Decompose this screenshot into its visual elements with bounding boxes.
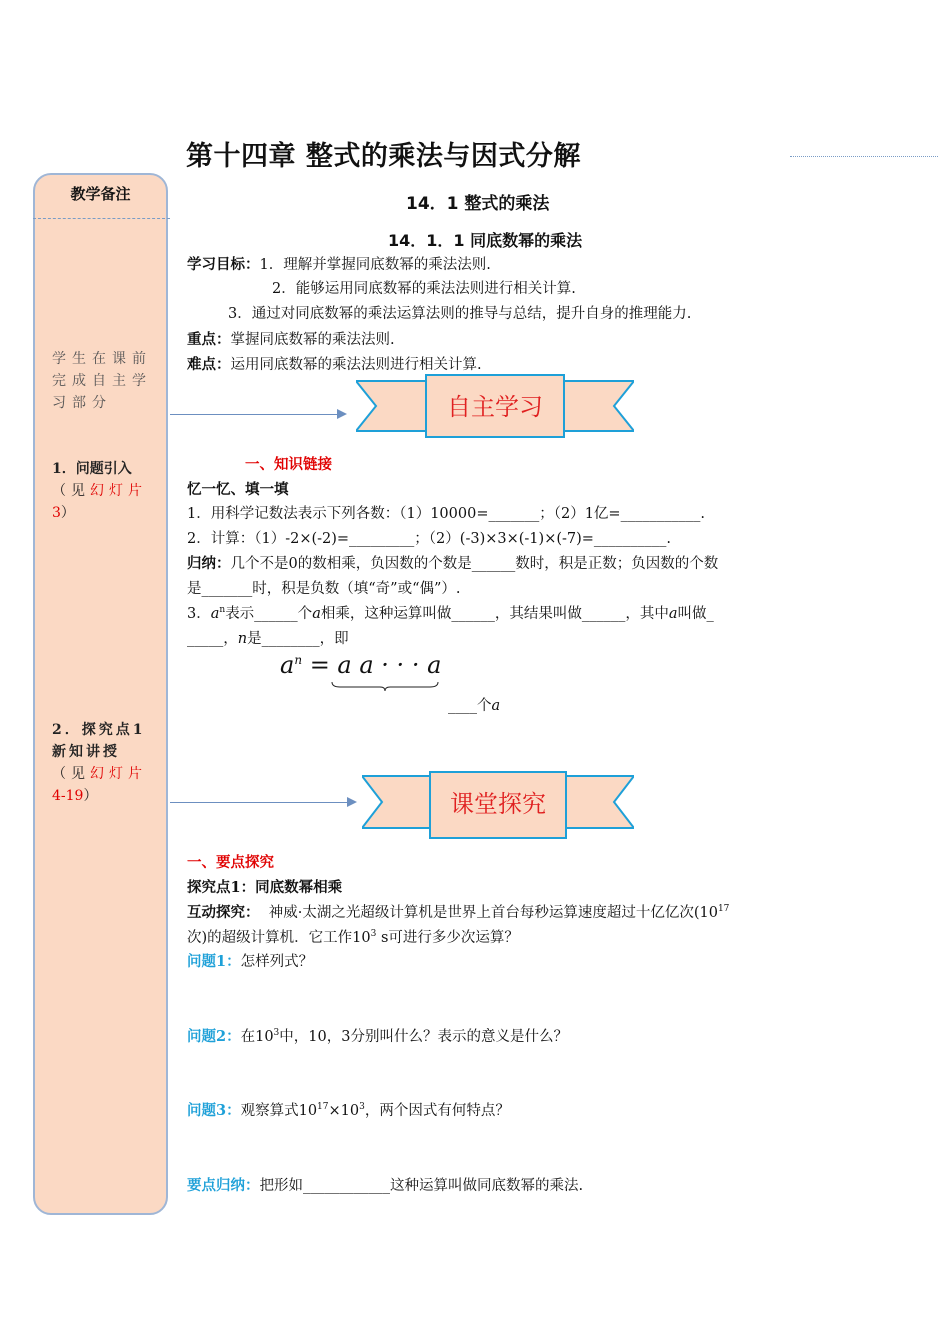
question-1: 1．用科学记数法表示下列各数：（1）10000=_______；（2）1亿=___________. <box>187 506 705 522</box>
banner-classroom-explore-label: 课堂探究 <box>450 790 546 818</box>
subsection-title: 14．1．1 同底数幂的乘法 <box>388 231 583 250</box>
formula-base: a <box>280 651 295 679</box>
question-c: 问题3：观察算式$10^{17}\times 10^3$，两个因式有何特点？ <box>187 1102 510 1119</box>
arrow-line-1 <box>170 414 338 415</box>
sidebar-note-self-study: 学生在课前完成自主学习部分 <box>52 351 152 411</box>
recall-title: 忆一忆、填一填 <box>187 481 289 498</box>
sidebar-header: 教学备注 <box>70 185 131 203</box>
key-point: 重点：掌握同底数幂的乘法法则. <box>187 331 395 348</box>
header-divider <box>790 156 938 157</box>
key-explore-heading: 一、要点探究 <box>187 854 274 871</box>
arrow-head-2 <box>347 797 357 807</box>
sidebar-divider <box>33 218 170 219</box>
banner-classroom-explore <box>362 770 634 840</box>
interactive-line-1: 互动探究： 神威·太湖之光超级计算机是世界上首台每秒运算速度超过十亿亿次($10^{17}$ <box>187 904 730 921</box>
question-3-line-1: 3．$a^n$表示______个a相乘，这种运算叫做______，其结果叫做______，其中a叫做_ <box>187 605 714 622</box>
formula-exponent: n <box>294 653 303 667</box>
question-2: 2．计算：（1）-2×(-2)=_________；（2）(-3)×3×(-1)×(-7)=__________. <box>187 531 672 547</box>
banner-self-study-label: 自主学习 <box>447 393 543 421</box>
chapter-title: 第十四章 整式的乘法与因式分解 <box>186 141 581 172</box>
sidebar-note-explore <box>52 719 152 807</box>
sidebar-note-intro <box>52 458 152 524</box>
arrow-head-1 <box>337 409 347 419</box>
sidebar-note-explore-ref: （见幻灯片 <box>52 766 147 782</box>
difficulty: 难点：运用同底数幂的乘法法则进行相关计算. <box>187 356 482 373</box>
sidebar-note-intro-ref: （见幻灯片 <box>52 483 147 499</box>
section-title: 14．1 整式的乘法 <box>406 194 550 214</box>
goal-line-3: 3．通过对同底数幂的乘法运算法则的推导与总结，提升自身的推理能力. <box>228 306 692 322</box>
formula-underbrace <box>330 680 440 692</box>
sidebar-note-intro-ref-num: 3） <box>52 505 75 521</box>
goal-line-1: 学习目标：1．理解并掌握同底数幂的乘法法则. <box>187 256 491 273</box>
summary-line-1: 归纳：几个不是0的数相乘，负因数的个数是______数时，积是正数；负因数的个数 <box>187 555 719 572</box>
banner-self-study <box>356 373 634 439</box>
formula-count: ____个a <box>448 698 501 714</box>
sidebar-notes-panel <box>33 173 168 1215</box>
sidebar-note-explore-title: 2．探究点1新知讲授 <box>52 722 146 760</box>
power-formula <box>280 651 441 679</box>
knowledge-link-heading: 一、知识链接 <box>245 456 332 473</box>
arrow-line-2 <box>170 802 348 803</box>
key-summary: 要点归纳：把形如____________这种运算叫做同底数幂的乘法. <box>187 1177 584 1194</box>
question-a: 问题1：怎样列式？ <box>187 953 314 970</box>
sidebar-note-explore-ref-num: 4-19） <box>52 788 98 804</box>
sidebar-note-intro-title: 1．问题引入 <box>52 461 132 477</box>
question-b: 问题2：在$10^3$中，10，3分别叫什么？表示的意义是什么？ <box>187 1028 568 1045</box>
goal-line-2: 2．能够运用同底数幂的乘法法则进行相关计算. <box>272 281 576 297</box>
formula-expansion: = a a · · · a <box>309 651 442 679</box>
interactive-line-2: 次)的超级计算机．它工作$10^3$ s可进行多少次运算？ <box>187 929 519 946</box>
question-3-line-2: _____，n是________，即 <box>187 631 349 647</box>
explore-point-1-title: 探究点1：同底数幂相乘 <box>187 879 343 896</box>
summary-line-2: 是_______时，积是负数（填“奇”或“偶”）. <box>187 581 461 597</box>
